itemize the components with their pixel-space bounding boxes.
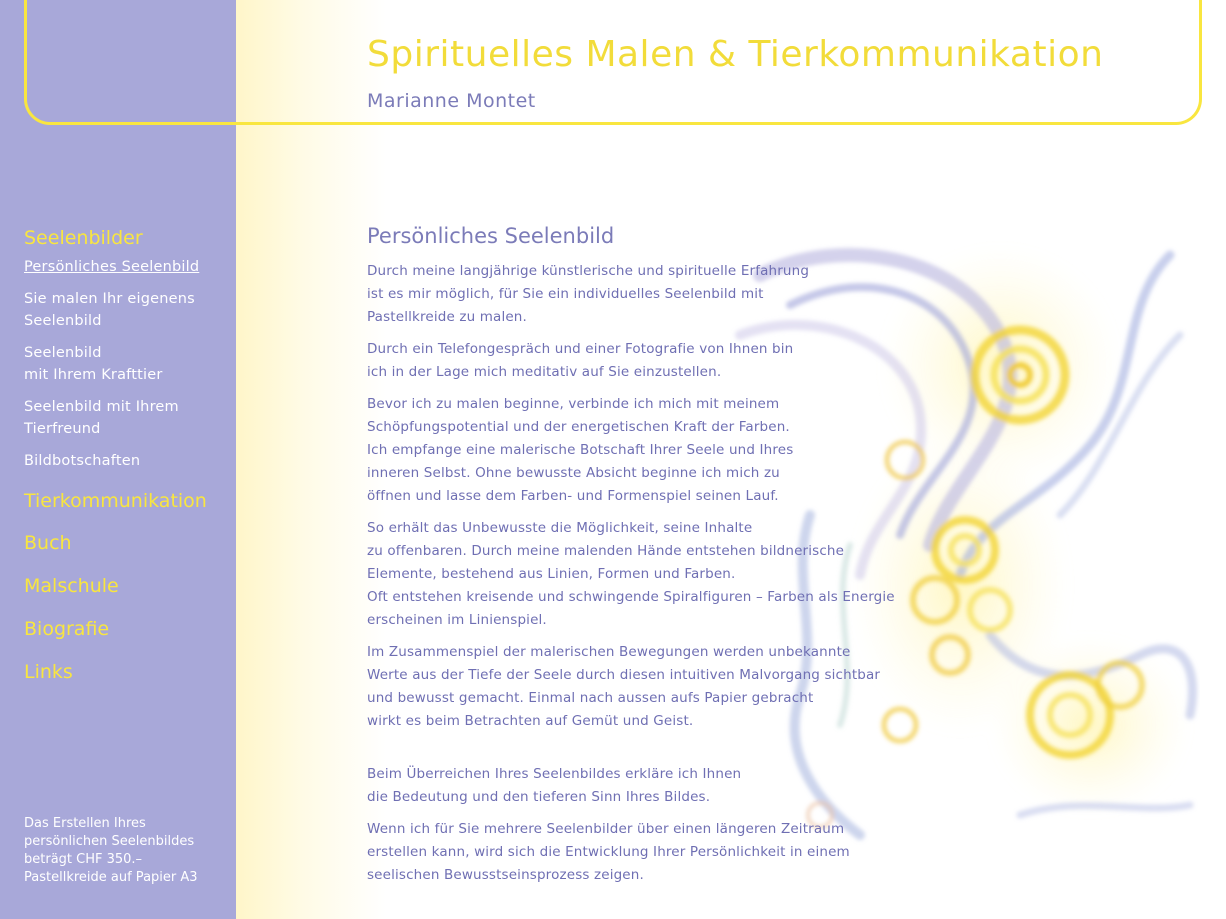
paragraph (367, 763, 887, 809)
paragraph (367, 338, 887, 384)
text-line: Pastellkreide zu malen. (367, 309, 527, 325)
page-heading: Persönliches Seelenbild (367, 224, 615, 248)
text-line: zu offenbaren. Durch meine malenden Hände entstehen bildnerische (367, 543, 845, 559)
price-note (24, 815, 224, 887)
text-line: erscheinen im Linienspiel. (367, 612, 547, 628)
nav-item-krafttier[interactable] (24, 342, 229, 386)
main-content (367, 224, 895, 887)
nav-item-label: Seelenbild mit Ihrem (24, 399, 179, 415)
paragraph (367, 393, 887, 508)
text-line: wirkt es beim Betrachten auf Gemüt und Geist. (367, 713, 694, 729)
text-line: Ich empfange eine malerische Botschaft Ihrer Seele und Ihres (367, 442, 794, 458)
nav-malschule[interactable]: Malschule (24, 575, 119, 597)
nav-item-bildbotschaften[interactable] (24, 450, 229, 472)
text-line: Elemente, bestehend aus Linien, Formen und Farben. (367, 566, 736, 582)
text-line: seelischen Bewusstseinsprozess zeigen. (367, 867, 644, 883)
nav-item-label: Seelenbild (24, 345, 102, 361)
nav-item-persoenliches-seelenbild[interactable] (24, 256, 229, 278)
nav-item-tierfreund[interactable] (24, 396, 229, 440)
text-line: Beim Überreichen Ihres Seelenbildes erkläre ich Ihnen (367, 766, 742, 782)
nav-buch[interactable]: Buch (24, 532, 72, 554)
text-line: Schöpfungspotential und der energetischen Kraft der Farben. (367, 419, 790, 435)
paragraph (367, 517, 895, 632)
nav-item-label: Tierfreund (24, 421, 101, 437)
paragraph (367, 641, 887, 733)
text-line: Wenn ich für Sie mehrere Seelenbilder über einen längeren Zeitraum (367, 821, 845, 837)
text-line: Werte aus der Tiefe der Seele durch diesen intuitiven Malvorgang sichtbar (367, 667, 881, 683)
nav-item-label: Persönliches Seelenbild (24, 259, 200, 275)
text-line: die Bedeutung und den tieferen Sinn Ihres Bildes. (367, 789, 711, 805)
nav-item-label: Seelenbild (24, 313, 102, 329)
paragraph (367, 260, 887, 329)
main-navigation (24, 226, 229, 684)
text-line: inneren Selbst. Ohne bewusste Absicht beginne ich mich zu (367, 465, 780, 481)
text-line: Im Zusammenspiel der malerischen Bewegungen werden unbekannte (367, 644, 851, 660)
nav-links[interactable]: Links (24, 661, 73, 683)
price-note-line: beträgt CHF 350.– (24, 852, 143, 867)
text-line: Durch ein Telefongespräch und einer Fotografie von Ihnen bin (367, 341, 794, 357)
nav-tierkommunikation[interactable]: Tierkommunikation (24, 490, 207, 512)
nav-biografie[interactable]: Biografie (24, 618, 110, 640)
price-note-line: Pastellkreide auf Papier A3 (24, 870, 198, 885)
nav-seelenbilder[interactable]: Seelenbilder (24, 227, 143, 249)
nav-item-label: Sie malen Ihr eigenens (24, 291, 195, 307)
nav-item-eigenes-seelenbild[interactable] (24, 288, 229, 332)
site-title: Spirituelles Malen & Tierkommunikation (367, 34, 1104, 75)
text-line: erstellen kann, wird sich die Entwicklung Ihrer Persönlichkeit in einem (367, 844, 850, 860)
paragraph (367, 818, 887, 887)
nav-item-label: Bildbotschaften (24, 453, 141, 469)
text-line: Durch meine langjährige künstlerische und spirituelle Erfahrung (367, 263, 810, 279)
nav-item-label: mit Ihrem Krafttier (24, 367, 163, 383)
background-gradient (236, 0, 386, 919)
site-subtitle: Marianne Montet (367, 90, 536, 112)
price-note-line: Das Erstellen Ihres (24, 816, 146, 831)
text-line: öffnen und lasse dem Farben- und Formenspiel seinen Lauf. (367, 488, 779, 504)
price-note-line: persönlichen Seelenbildes (24, 834, 195, 849)
text-line: ist es mir möglich, für Sie ein individuelles Seelenbild mit (367, 286, 764, 302)
text-line: So erhält das Unbewusste die Möglichkeit, seine Inhalte (367, 520, 753, 536)
text-line: ich in der Lage mich meditativ auf Sie einzustellen. (367, 364, 722, 380)
text-line: Bevor ich zu malen beginne, verbinde ich mich mit meinem (367, 396, 780, 412)
text-line: Oft entstehen kreisende und schwingende Spiralfiguren – Farben als Energie (367, 589, 895, 605)
text-line: und bewusst gemacht. Einmal nach aussen aufs Papier gebracht (367, 690, 814, 706)
